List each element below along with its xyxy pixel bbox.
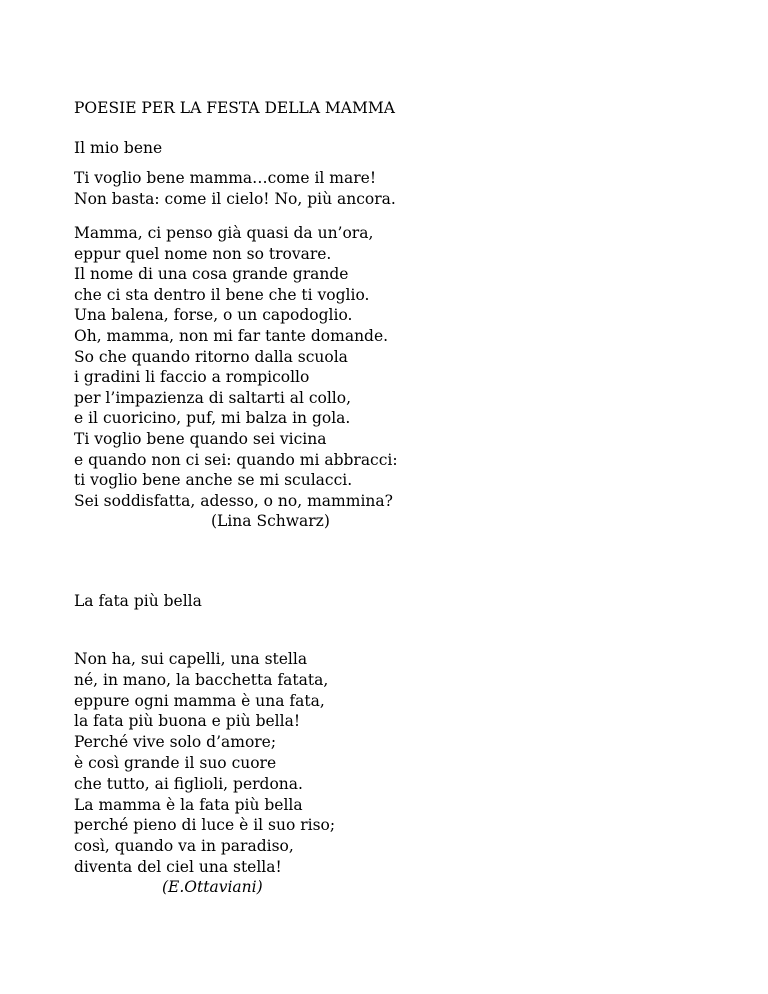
- document-heading: POESIE PER LA FESTA DELLA MAMMA: [74, 99, 395, 117]
- poem-line: Una balena, forse, o un capodoglio.: [74, 306, 353, 325]
- poem-line: Oh, mamma, non mi far tante domande.: [74, 326, 389, 345]
- poem-line: Non ha, sui capelli, una stella: [74, 650, 308, 668]
- poem-line: che ci sta dentro il bene che ti voglio.: [74, 285, 370, 304]
- poem-author: (Lina Schwarz): [211, 512, 330, 530]
- poem-line: eppure ogni mamma è una fata,: [74, 691, 325, 710]
- poem-line: e il cuoricino, puf, mi balza in gola.: [74, 409, 351, 428]
- poem-line: Ti voglio bene quando sei vicina: [74, 429, 327, 448]
- poem-line: So che quando ritorno dalla scuola: [74, 347, 348, 366]
- poem-stanza: [74, 649, 335, 878]
- poem-line: così, quando va in paradiso,: [74, 837, 294, 856]
- poem-line: Sei soddisfatta, adesso, o no, mammina?: [74, 491, 393, 510]
- poem-line: Mamma, ci penso già quasi da un’ora,: [74, 224, 374, 242]
- poem-line: la fata più buona e più bella!: [74, 712, 301, 731]
- poem-line: per l’impazienza di saltarti al collo,: [74, 388, 352, 407]
- poem-line: i gradini li faccio a rompicollo: [74, 368, 310, 387]
- poem-line: e quando non ci sei: quando mi abbracci:: [74, 450, 398, 469]
- poem-stanza: [74, 168, 396, 209]
- poem-line: Perché vive solo d’amore;: [74, 733, 277, 752]
- poem-author: (E.Ottaviani): [162, 878, 263, 896]
- poem-line: Ti voglio bene mamma…come il mare!: [74, 169, 377, 187]
- poem-title: Il mio bene: [74, 139, 163, 157]
- poem-line: diventa del ciel una stella!: [74, 857, 282, 876]
- poem-line: perché pieno di luce è il suo riso;: [74, 816, 336, 835]
- poem-line: né, in mano, la bacchetta fatata,: [74, 670, 329, 689]
- poem-line: è così grande il suo cuore: [74, 753, 277, 772]
- poem-line: eppur quel nome non so trovare.: [74, 244, 332, 263]
- poem-line: Non basta: come il cielo! No, più ancora.: [74, 189, 396, 208]
- poem-stanza: [74, 223, 398, 511]
- poem-line: La mamma è la fata più bella: [74, 795, 303, 814]
- poem-line: ti voglio bene anche se mi sculacci.: [74, 471, 353, 490]
- poem-line: che tutto, ai figlioli, perdona.: [74, 774, 303, 793]
- poem-title: La fata più bella: [74, 592, 202, 610]
- poem-line: Il nome di una cosa grande grande: [74, 265, 349, 284]
